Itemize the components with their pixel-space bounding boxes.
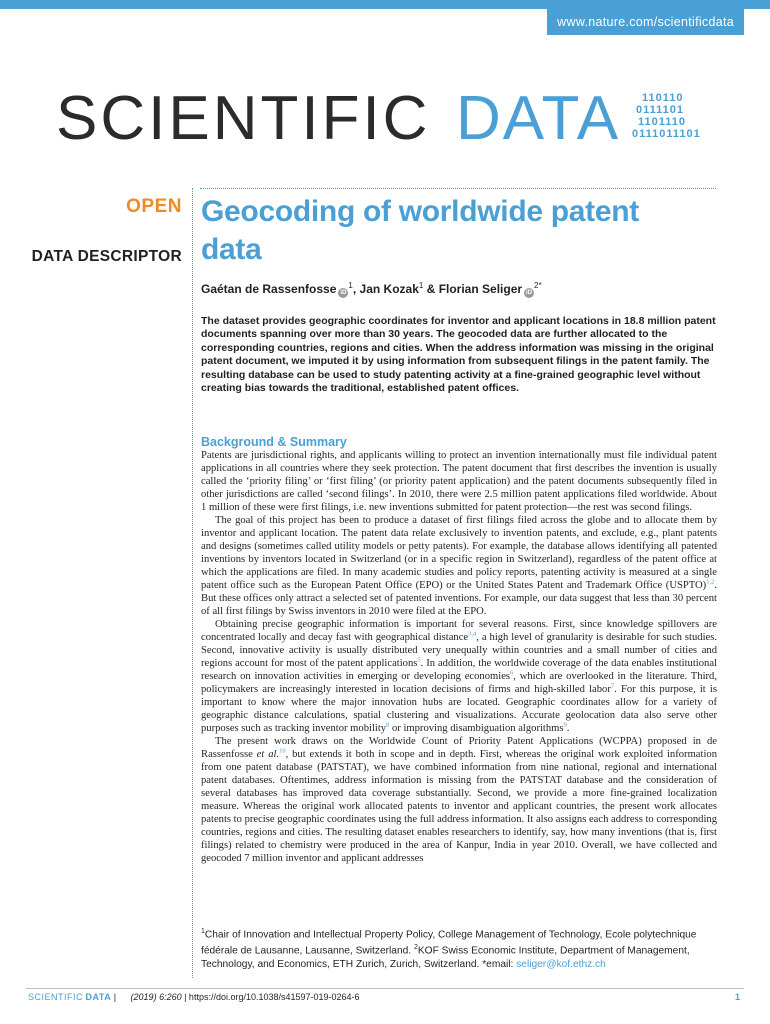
footer-separator: | bbox=[111, 992, 119, 1002]
body-text: The goal of this project has been to produce a dataset of first filings filed across the globe and to allocate them by inventor and applicant location. The patent data relate exclusively to invention patents, and exclude, e.g., plant patents and designs (sometimes called utility models or petty patents). For example, the database allows identifying all patented inventions by inventors located in Switzerland (or in a specific region in Switzerland), regardless of the patent office at which the applications are filed. In many academic studies and policy reports, patenting activity is measured at a single patent office such as the European Patent Office (EPO) or the United States Patent and Trademark Office (USPTO) bbox=[201, 515, 717, 591]
body-text: . For this purpose, it is important to know where the major innovation hubs are located. Geographic coordinates allow for a variety of geographic distance calculations, spatial clustering and visualizations. Accurate geolocation data also serve other purposes such as tracking inventor mobility bbox=[201, 684, 717, 734]
author-name[interactable]: Jan Kozak bbox=[359, 282, 419, 296]
vertical-dotted-divider bbox=[192, 188, 193, 978]
article-title: Geocoding of worldwide patent data bbox=[201, 195, 639, 266]
reference-link[interactable]: 10 bbox=[279, 747, 286, 755]
body-text: The present work draws on the Worldwide Count of Priority Patent Applications (WCPPA) proposed in de Rassenfosse bbox=[201, 736, 717, 760]
footer-divider bbox=[26, 988, 744, 989]
affiliations bbox=[201, 925, 721, 971]
binary-line: 0111101 bbox=[636, 104, 685, 116]
journal-masthead bbox=[56, 84, 726, 154]
footer-journal-data: DATA bbox=[85, 992, 112, 1002]
author-name[interactable]: Gaétan de Rassenfosse bbox=[201, 282, 337, 296]
body-paragraph bbox=[201, 618, 717, 735]
top-accent-bar bbox=[0, 0, 770, 9]
footer-journal-scientific: SCIENTIFIC bbox=[28, 992, 84, 1002]
masthead-data: DATA bbox=[456, 84, 621, 153]
doi-link[interactable]: | https://doi.org/10.1038/s41597-019-0264-6 bbox=[181, 992, 360, 1002]
body-paragraph bbox=[201, 514, 717, 618]
author-separator: , bbox=[352, 282, 360, 296]
reference-link[interactable]: 3,4 bbox=[468, 630, 477, 638]
body-paragraph bbox=[201, 735, 717, 865]
reference-link[interactable]: 6 bbox=[510, 669, 514, 677]
citation-volume: (2019) 6:260 bbox=[130, 992, 182, 1002]
reference-link[interactable]: 7 bbox=[610, 682, 615, 690]
page-footer bbox=[28, 992, 744, 1002]
author-separator: & bbox=[423, 282, 439, 296]
body-text: . In addition, the worldwide coverage of the data enables institutional research on innovation activities in emerging or developing economies bbox=[201, 658, 717, 682]
journal-url-link[interactable]: www.nature.com/scientificdata bbox=[547, 9, 744, 35]
binary-line: 1101110 bbox=[638, 116, 687, 128]
body-text: . But these offices only attract a selected set of patented inventions. For example, our data suggest that less than 30 percent of all first filings by Swiss inventors in 2010 were filed at the EPO. bbox=[201, 580, 717, 617]
reference-link[interactable]: 9 bbox=[563, 721, 567, 729]
abstract: The dataset provides geographic coordinates for inventor and applicant locations in 18.8 million patent documents spanning over more than 30 years. The geocoded data are further allocated to the corresponding countries, regions and cities. When the address information was missing in the original patent document, we imputed it by using information from subsequent filings in the patent family. The resulting database can be used to study patenting activity at a fine-grained geographic level without creating bias towards the traditional, established patent offices. bbox=[201, 315, 716, 395]
binary-line: 0111011101 bbox=[632, 128, 701, 140]
body-paragraph bbox=[201, 449, 717, 514]
open-access-label: OPEN bbox=[126, 196, 182, 217]
orcid-icon[interactable]: iD bbox=[526, 290, 533, 296]
binary-logo-icon bbox=[632, 92, 732, 146]
body-text: Patents are jurisdictional rights, and applicants willing to protect an invention internationally must file individual patent applications in all countries where they seek protection. The patent document that first describes the invention is usually called the ‘priority filing’ or ‘first filing’ (or priority patent application) and the patent documents subsequently filed in other jurisdictions are called ‘second filings’. In 2010, there were 2.5 million patent applications filed worldwide. About 1 million of these were first filings, i.e. new inventions submitted for patent protection—the rest was second filings. bbox=[201, 450, 717, 513]
body-text: Obtaining precise geographic information is important for several reasons. First, since knowledge spillovers are concentrated locally and decay fast with geographical distance bbox=[201, 619, 717, 643]
affiliation-text: KOF Swiss Economic Institute, Department of Management, Technology, and Economics, ETH Zurich, Zurich, Switzerland. *email: bbox=[201, 945, 690, 970]
article-body bbox=[201, 449, 717, 865]
masthead-scientific: SCIENTIFIC bbox=[56, 84, 431, 153]
corresponding-email-link[interactable]: seliger@kof.ethz.ch bbox=[516, 958, 606, 970]
body-text: , a high level of granularity is desirable for such studies. Second, innovative activity is usually distributed very unequally within countries and a small number of cities and regions account for most of the patent applications bbox=[201, 632, 717, 669]
body-text: , but extends it both in scope and in depth. First, whereas the original work exploited information from one patent database (PATSTAT), we have combined information from nine national, regional and international patent databases. Oftentimes, address information is missing from the PATSTAT database and the consideration of several databases has improved data coverage substantially. Second, we provide a more fine-grained localization measure. Whereas the original work allocated patents to inventor and applicant countries, the present work allocates patents to precise geographic coordinates using the full address information. It also assigns each address to corresponding countries, regions and cities. The resulting dataset enables researchers to identify, say, how many inventions (that is, first filings) related to chemistry were produced in the area of Kanpur, India in year 2010. Overall, we have collected and geocoded 7 million inventor and applicant addresses bbox=[201, 749, 717, 864]
binary-line: 110110 bbox=[642, 92, 684, 104]
page-number: 1 bbox=[734, 992, 740, 1002]
author-name[interactable]: Florian Seliger bbox=[438, 282, 523, 296]
author-affiliation-ref: 1 bbox=[418, 281, 424, 290]
reference-link[interactable]: 1,2 bbox=[706, 578, 715, 586]
section-heading-background: Background & Summary bbox=[201, 435, 347, 449]
affiliation-text: Chair of Innovation and Intellectual Property Policy, College Management of Technology, Ecole polytechnique fédérale de Lausanne, Lausanne, Switzerland. bbox=[201, 929, 697, 957]
reference-link[interactable]: 8 bbox=[386, 721, 390, 729]
footer-citation bbox=[131, 992, 360, 1002]
orcid-icon[interactable]: iD bbox=[340, 290, 347, 296]
article-type-label: DATA DESCRIPTOR bbox=[31, 248, 182, 265]
et-al: et al. bbox=[256, 749, 280, 760]
affiliation-number: 1 bbox=[201, 928, 205, 935]
author-list bbox=[201, 281, 701, 298]
affiliation-number: 2 bbox=[413, 944, 418, 952]
body-text: , which are overlooked in the literature. Third, policymakers are increasingly interested in location decisions of firms and high-skilled labor bbox=[201, 671, 717, 695]
body-text: . bbox=[566, 723, 570, 734]
reference-link[interactable]: 5 bbox=[417, 656, 421, 664]
author-affiliation-ref: 2* bbox=[534, 281, 542, 290]
body-text: or improving disambiguation algorithms bbox=[389, 723, 564, 734]
author-affiliation-ref: 1 bbox=[348, 281, 353, 290]
horizontal-dotted-divider bbox=[200, 188, 716, 189]
